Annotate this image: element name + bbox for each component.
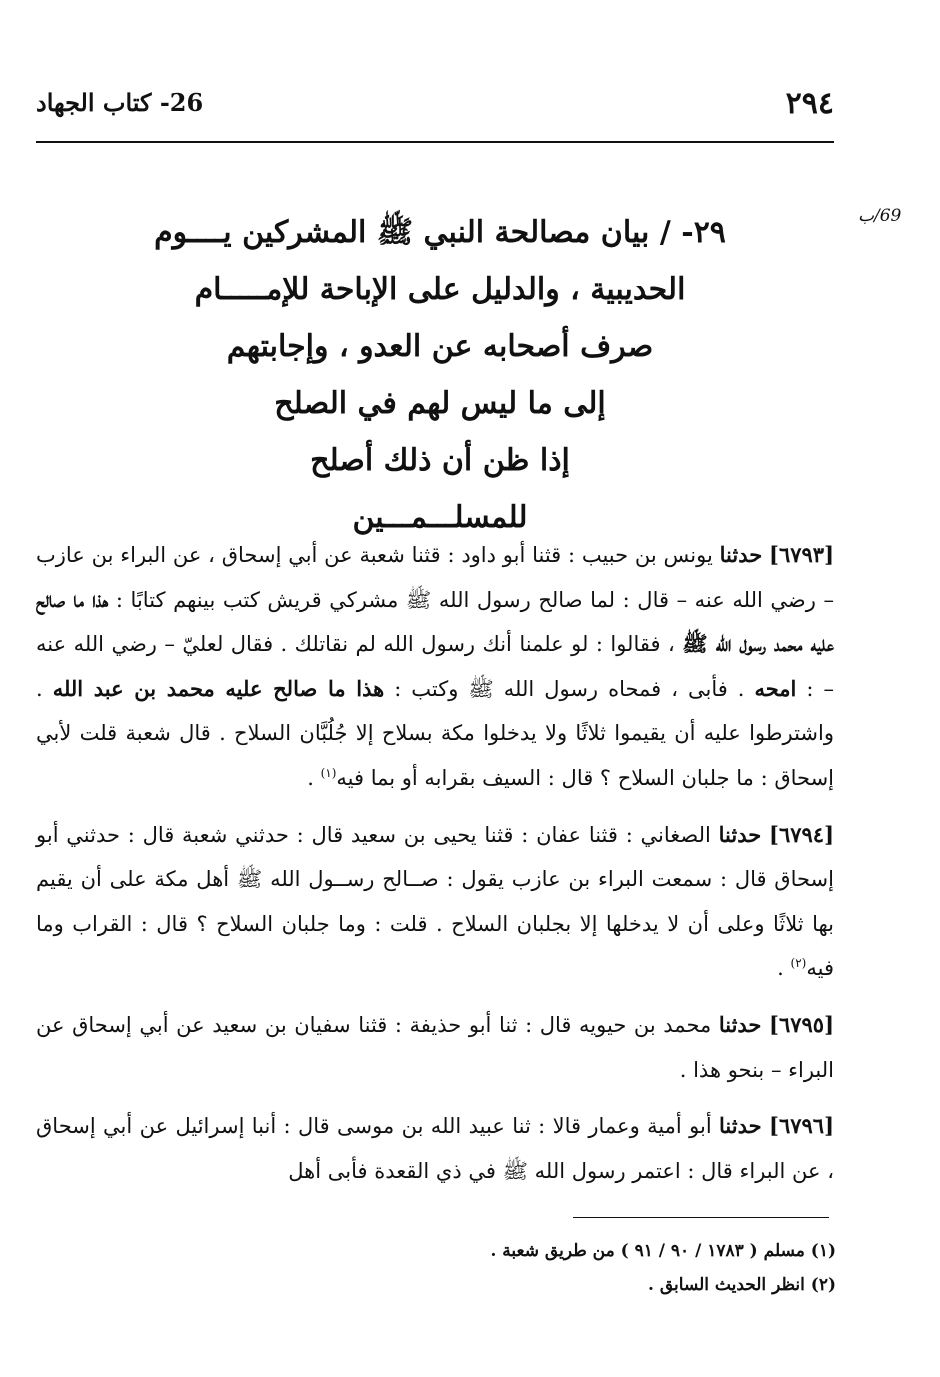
footnote-2: (٢) انظر الحديث السابق . — [648, 1275, 836, 1295]
hadith-6795 — [36, 1003, 834, 1092]
book-title: 26- كتاب الجهاد — [36, 88, 204, 117]
hadith-text-end: . — [777, 956, 791, 981]
header-rule — [36, 141, 834, 143]
footnote-ref[interactable]: (١) — [320, 765, 337, 780]
chapter-title-line: ٢٩- / بيان مصالحة النبي ﷺ المشركين يــــوم — [154, 215, 726, 250]
hadith-quote: هذا ما صالح عليه محمد بن عبد الله — [52, 675, 385, 701]
footnotes — [60, 1234, 836, 1302]
hadith-6793 — [36, 533, 834, 801]
hadith-number: [٦٧٩٣] — [769, 542, 834, 567]
page-number: ٢٩٤ — [785, 86, 834, 121]
footnote-ref[interactable]: (٢) — [790, 956, 807, 971]
hadith-lead-word: حدثنا — [719, 542, 763, 567]
hadith-number: [٦٧٩٤] — [769, 821, 834, 847]
footnote-rule — [573, 1217, 829, 1218]
hadith-quote: امحه — [754, 675, 797, 701]
hadith-text-segment: محمد بن حيويه قال : ثنا أبو حذيفة : قثنا سفيان بن سعيد عن أبي إسحاق عن البراء – بنحو هذا . — [36, 1012, 834, 1082]
chapter-title-line: للمسلـــمـــين — [352, 500, 528, 535]
hadith-text-segment: ، فقالوا : لو علمنا أنك رسول الله لم نقاتلك . فقال لعليّ – رضي الله عنه – : — [36, 632, 834, 701]
footnote-1: (١) مسلم ( ١٧٨٣ / ٩٠ / ٩١ ) من طريق شعبة . — [490, 1241, 836, 1261]
hadith-6794 — [36, 813, 834, 991]
hadith-6796 — [36, 1104, 834, 1193]
hadith-text-segment: . فأبى ، فمحاه رسول الله ﷺ وكتب : — [384, 676, 755, 701]
chapter-title-line: إلى ما ليس لهم في الصلح — [274, 386, 606, 421]
hadith-lead-word: حدثنا — [718, 1011, 762, 1037]
hadith-lead-word: حدثنا — [719, 1113, 762, 1139]
hadith-lead-word: حدثنا — [718, 821, 762, 847]
chapter-title-line: إذا ظن أن ذلك أصلح — [310, 443, 570, 478]
hadith-text-end: . — [307, 765, 321, 790]
manuscript-folio-note: 69/ب — [858, 206, 902, 226]
hadith-text-segment: . واشترطوا عليه أن يقيموا ثلاثًا ولا يدخلوا مكة بسلاح إلا جُلُبَّان السلاح . قال شعبة قلت لأبي إسحاق : ما جلبان السلاح ؟ قال : السيف بقرابه أو بما فيه — [36, 676, 834, 790]
hadith-text-segment: يونس بن حبيب : قثنا أبو داود : قثنا شعبة عن أبي إسحاق ، عن البراء بن عازب – رضي الله عنه – قال : لما صالح رسول الله ﷺ مشركي قريش كتب بينهم كتابًا : — [36, 543, 834, 612]
hadith-quote: هذا ما صالح عليه محمد رسول الله ﷺ — [36, 586, 834, 657]
hadith-text — [36, 533, 834, 1205]
chapter-title-line: صرف أصحابه عن العدو ، وإجابتهم — [226, 329, 654, 364]
hadith-text-segment: الصغاني : قثنا عفان : قثنا يحيى بن سعيد قال : حدثني شعبة قال : حدثني أبو إسحاق قال : سمعت البراء بن عازب يقول : صــالح رســول الله ﷺ أهل مكة على أن يقيم بها ثلاثًا وعلى أن لا يدخلها إلا بجلبان السلاح . قلت : وما جلبان السلاح ؟ قال : القراب وما فيه — [36, 822, 834, 981]
running-head — [36, 84, 834, 136]
hadith-number: [٦٧٩٥] — [769, 1011, 834, 1037]
hadith-number: [٦٧٩٦] — [769, 1113, 834, 1139]
hadith-text-segment: أبو أمية وعمار قالا : ثنا عبيد الله بن موسى قال : أنبا إسرائيل عن أبي إسحاق ، عن البراء قال : اعتمر رسول الله ﷺ في ذي القعدة فأبى أهل — [36, 1114, 834, 1183]
chapter-title-line: الحديبية ، والدليل على الإباحة للإمـــــام — [194, 272, 686, 307]
chapter-title — [120, 204, 760, 546]
